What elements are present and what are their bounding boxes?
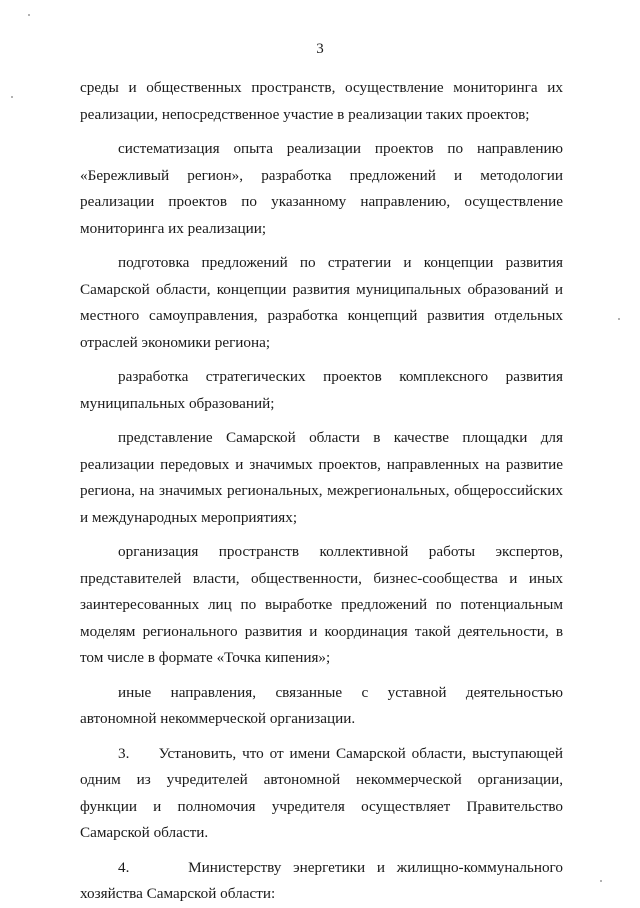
paragraph-continuation: среды и общественных пространств, осуществление мониторинга их реализации, непосредственное участие в реализации таких проектов; — [80, 79, 563, 123]
paragraph-representation: представление Самарской области в качестве площадки для реализации передовых и значимых проектов, направленных на развитие региона, на значимых региональных, межрегиональных, общероссийских и международных мероприятиях; — [80, 429, 563, 526]
paragraph-item-3: 3. Установить, что от имени Самарской области, выступающей одним из учредителей автономной некоммерческой организации, функции и полномочия учредителя осуществляет Правительство Самарской области. — [80, 744, 563, 841]
paragraph-strategic-projects: разработка стратегических проектов комплексного развития муниципальных образований; — [80, 368, 563, 412]
scan-speck — [11, 96, 13, 98]
paragraph-expert-spaces: организация пространств коллективной работы экспертов, представителей власти, общественности, бизнес-сообщества и иных заинтересованных лиц по выработке предложений по потенциальным моделям регионального развития и координация такой деятельности, в том числе в формате «Точка кипения»; — [80, 543, 563, 666]
page-number: 3 — [316, 41, 324, 57]
paragraph-strategy-proposals: подготовка предложений по стратегии и концепции развития Самарской области, концепции развития муниципальных образований и местного самоуправления, разработка концепций развития отдельных отраслей экономики региона; — [80, 254, 563, 351]
paragraph-item-4: 4. Министерству энергетики и жилищно-коммунального хозяйства Самарской области: — [80, 858, 563, 902]
scan-speck — [618, 318, 620, 320]
scan-speck — [600, 880, 602, 882]
document-body — [80, 75, 563, 908]
scan-speck — [28, 14, 30, 16]
paragraph-lean-region: систематизация опыта реализации проектов по направлению «Бережливый регион», разработка предложений и методологии реализации проектов по указанному направлению, осуществление мониторинга их реализации; — [80, 140, 563, 237]
paragraph-other-directions: иные направления, связанные с уставной деятельностью автономной некоммерческой организации. — [80, 683, 563, 727]
